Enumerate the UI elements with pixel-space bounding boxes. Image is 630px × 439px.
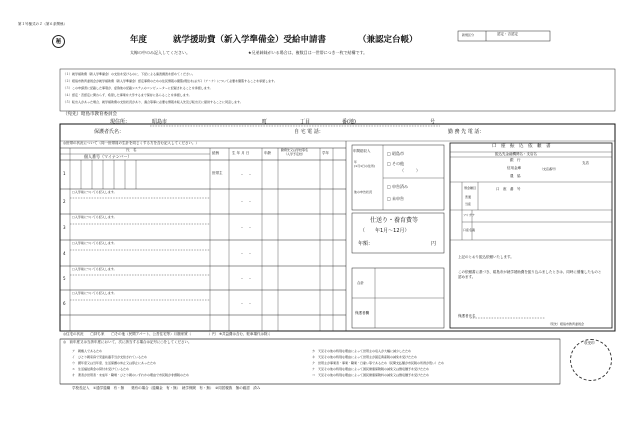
account-type-futsu[interactable]: 普通 [465,195,472,199]
remittance-period: （ 年1月～12月） [360,228,410,234]
remittance-title: 仕送り・養育費等 [370,217,419,224]
col-relation: 続柄 [212,151,219,155]
row-birth[interactable]: ・ ・ [240,251,252,256]
row-birth[interactable]: ・ ・ [240,199,252,204]
row-number: 4 [63,251,66,256]
row-number: 3 [63,225,66,230]
tax-filed-option[interactable]: □ 申告済み [387,184,409,189]
row-birth[interactable]: ・ ・ [240,225,252,230]
annual-amount-label: 年額： [358,241,374,247]
note-siblings: ★兄弟姉妹がいる場合は、複数目は一世帯につき一枚で結構です。 [248,50,368,55]
eligibility-u[interactable]: ウ 國年度又は当年度、生活保護の弁止又は停止にあったため [72,361,156,365]
residence-option-other[interactable]: □ その他 [387,161,405,166]
addressee: （宛先）昭島市教育委員会 [63,112,117,117]
row-birth[interactable]: ・ ・ [240,276,252,281]
page-subtitle: （兼認定台帳） [358,35,418,45]
residence-since-label: 年 (1月1日の住所) [354,160,376,169]
eligibility-ka[interactable]: カ 天災その他の特別な理由によって世帯主の収入が大幅に減少したため [312,349,412,353]
authorization-text: この依頼書に基づき、昭島市が就学援助費を振り込みましたときは、同時に債権したものと認めます。 [458,270,602,280]
page-title: 就学援助費（新入学準備金）受給申請書 [173,35,327,45]
eligibility-ke[interactable]: ケ 天災その他の特別な理由によって国民健康保険税の減免又は徴収猶予を受けたため [312,367,430,371]
approval-type-label: 新規区分 [462,33,475,37]
consent-item-2: （２）昭島市教育委員会が就学援助費（新入学準備金）認定事務のための住民情報の閲覧(現住をはけ口（ア～ケ）について必要を閲覧することを承諾します。 [63,79,277,83]
home-phone-label: 自 宅 電 話： [294,129,324,135]
consent-item-4: （４）認定・否認定に関わらず、希望した事業を大学するまで保存に各らることを承諾します。 [63,93,192,97]
col-school: 勤務先又は学校等名 （入学予定校） [281,148,309,156]
col-name: 氏 名 [126,148,137,152]
consent-item-1: （１）就学援助費（新入学準備金）の支給を受けるのに、下記による審査調査を認めてください。 [63,72,196,76]
residence-option-akishima[interactable]: □ 昭島市 [387,151,405,156]
consent-item-3: （３）この申請書に記載した事項が、虚偽他の記載システムのコンピューターに記録されることを承諾します。 [63,86,213,90]
eligibility-i[interactable]: イ ひとり親家庭で児童扶養手当が支給されているため [72,355,148,359]
confidential-seal: 秘 [52,35,65,48]
approval-result-label: 認定・否認定 [497,32,518,36]
row-birth[interactable]: ・ ・ [240,172,252,177]
col-age: 年齢 [264,151,271,155]
yen-unit: 円 [431,241,437,247]
go-label: 号 [430,119,436,125]
row-note[interactable]: □入学前についても記入します。 [72,190,117,194]
work-phone-label[interactable]: 勤 務 先 電 話： [448,129,485,135]
annual-income-label: 年間総収入 [353,149,371,153]
row-number: 2 [63,199,66,204]
consent-item-5: （５）転出入があった場合、就学援助費の支給状況があり、適合等事に必要な情報を転入先及び転出元に提供することに同意します。 [63,100,243,104]
row-extra: 世帯主 [212,171,223,175]
row-note[interactable]: □入学前についても記入します。 [72,215,117,219]
receipt-stamp-label: 収受印 [584,341,595,345]
col-birth: 生 年 月 日 [232,151,250,155]
tax-filing-label: 他の申告状況 [354,190,373,194]
bank-guardian-label: 保護者氏名 [458,314,476,318]
furigana-label: フリガナ [463,213,475,217]
bank-subtitle: 振込先金融機関名・支店名 [495,152,537,156]
row-number: 6 [63,301,66,306]
bank-type-bank[interactable]: 銀 行 [510,158,521,162]
account-type-label: 預金種目 [464,186,477,190]
eligibility-e[interactable]: エ 生活福祉資金の貸付を受けているため [72,367,130,371]
eligibility-intro: ◎ 前年度又は当該年度において、次に該当する場合は記号に○をしてください。 [63,340,192,344]
row-birth[interactable]: ・ ・ [240,301,252,306]
note-bold-frame: 太線の中のみ記入してください。 [130,50,190,55]
total-label: 合計 [357,281,364,285]
account-number-label: 口 座 番 号 [496,187,521,191]
bank-form-title: 口 座 振 込 依 頼 書 [492,144,551,149]
bank-branch-label: 支店 [582,161,589,165]
account-holder-label: 口座名義 [463,228,476,232]
eligibility-ki[interactable]: キ 天災その他の特別な理由によって世帯主が固定資産税の減免を受けたため [312,355,418,359]
eligibility-o[interactable]: オ 著者が世帯者・未成年・職場・ひとり親のいずれかの理由で市民税が非課税のため [72,373,190,377]
bank-type-ja[interactable]: 農 協 [510,174,521,178]
principal-notes: 学校長記入 ①通学退職 有・無 奨有の場合（退職金 有・無） 就学保険 有・無） ②同居親族 無の確認 済み [72,386,261,390]
row-number: 5 [63,276,66,281]
city-name: 昭島市 [152,119,168,125]
row-note[interactable]: □入学前についても記入します。 [72,291,117,295]
title-year: 年度 [130,35,148,45]
guardian-check-label: 保護者欄 [355,311,369,315]
branch-number-label: （支店番号） [540,167,559,171]
col-mynumber: 個人番号（マイナンバー） [84,154,132,159]
housing-status[interactable]: ◎住宅の状況 □持ち家 □その他（民間アパート、公営住宅等）月額家賃（ ）円 ※共益費は含む、駐車場代は除く [63,332,272,336]
residence-other-paren[interactable]: （ ） [400,168,420,173]
transfer-request-text: 上記のとおり振込依頼いたします。 [458,255,514,259]
form-number: 第１号様式の２（第６条関係） [18,22,67,26]
row-note[interactable]: □入学前についても記入します。 [72,267,117,271]
household-note: ◎世帯の状況について（同一世帯員の生計を同じくする方を含む記入してください。） [63,141,199,145]
tax-not-filed-option[interactable]: □ 未申告 [387,196,405,201]
address-label: 現住所： [110,119,131,125]
row-note[interactable]: □入学前についても記入します。 [72,241,117,245]
guardian-name-label: 保護者氏名： [94,129,125,135]
ban-label: 番(地) [342,119,356,125]
account-type-touza[interactable]: 当座 [465,202,472,206]
eligibility-ko[interactable]: コ 天災その他の特別な理由によって国民健康保険料の減免又は徴収猶予を受けたため [312,373,430,377]
col-grade: 学年 [322,151,329,155]
town-label: 町 [262,119,268,125]
row-number: 1 [63,171,66,176]
chome-label: 丁目 [300,119,311,125]
eligibility-a[interactable]: ア 親権人であるため [72,349,103,353]
bank-addressee: （宛先）昭島市教育委員会 [548,322,585,326]
bank-type-shinkin[interactable]: 信用金庫 [507,166,521,170]
eligibility-ku[interactable]: ク 世帯主が事業者・事業・職業・日雇い等であるため（民間支払額が市民税の所得が低い）ため [312,361,445,365]
